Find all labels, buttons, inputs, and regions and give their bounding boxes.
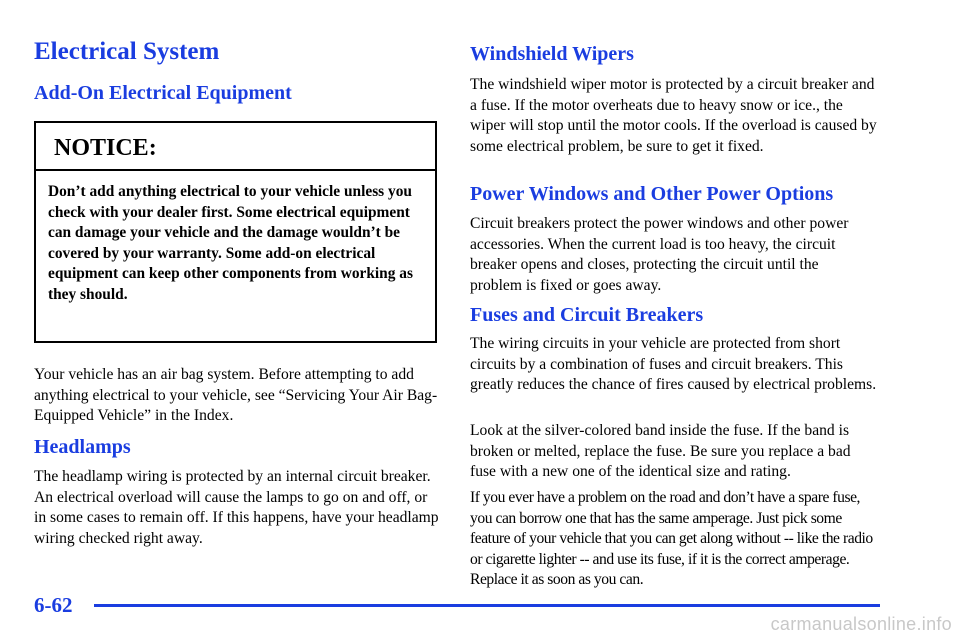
headlamps-paragraph: The headlamp wiring is protected by an internal circuit breaker. An electrical overload will cause the lamps to go on and off, or in some cases to remain off. If this happens, have your headlamp wiring checked right away.	[34, 468, 439, 547]
notice-text: Don’t add anything electrical to your vehicle unless you check with your dealer first. Some electrical equipment can damage your vehicle and the damage wouldn’t be covered by your warranty. Some add-on electrical equipment can keep other components from working as they should.	[48, 183, 413, 303]
watermark: carmanualsonline.info	[770, 614, 952, 634]
notice-box	[34, 121, 437, 343]
wipers-paragraph: The windshield wiper motor is protected by a circuit breaker and a fuse. If the motor overheats due to heavy snow or ice., the wiper will stop until the motor cools. If the overload is caused by some electrical problem, be sure to get it fixed.	[470, 76, 877, 155]
fuses-paragraph-1: The wiring circuits in your vehicle are protected from short circuits by a combination of fuses and circuit breakers. This greatly reduces the chance of fires caused by electrical problems.	[470, 335, 877, 393]
section-heading-fuses: Fuses and Circuit Breakers	[470, 304, 704, 326]
notice-heading: NOTICE:	[36, 123, 435, 171]
footer-rule	[94, 604, 880, 607]
fuses-paragraph-2: Look at the silver-colored band inside the fuse. If the band is broken or melted, replace the fuse. Be sure you replace a bad fuse with a new one of the identical size and rating.	[470, 422, 851, 480]
section-heading-wipers: Windshield Wipers	[470, 43, 634, 65]
section-heading-add-on: Add-On Electrical Equipment	[34, 82, 292, 104]
airbag-paragraph: Your vehicle has an air bag system. Before attempting to add anything electrical to your vehicle, see “Servicing Your Air Bag-Equipped Vehicle” in the Index.	[34, 366, 438, 424]
page-title: Electrical System	[34, 38, 220, 65]
section-heading-power: Power Windows and Other Power Options	[470, 183, 834, 205]
fuses-paragraph-3: If you ever have a problem on the road and don’t have a spare fuse, you can borrow one that has the same amperage. Just pick some feature of your vehicle that you can get along without -- like the radio or cigarette lighter -- and use its fuse, if it is the correct amperage. Replace it as soon as you can.	[470, 489, 873, 588]
power-paragraph: Circuit breakers protect the power windows and other power accessories. When the current load is too heavy, the circuit breaker opens and closes, protecting the circuit until the problem is fixed or goes away.	[470, 215, 849, 294]
page-number: 6-62	[34, 593, 73, 617]
section-heading-headlamps: Headlamps	[34, 436, 131, 458]
